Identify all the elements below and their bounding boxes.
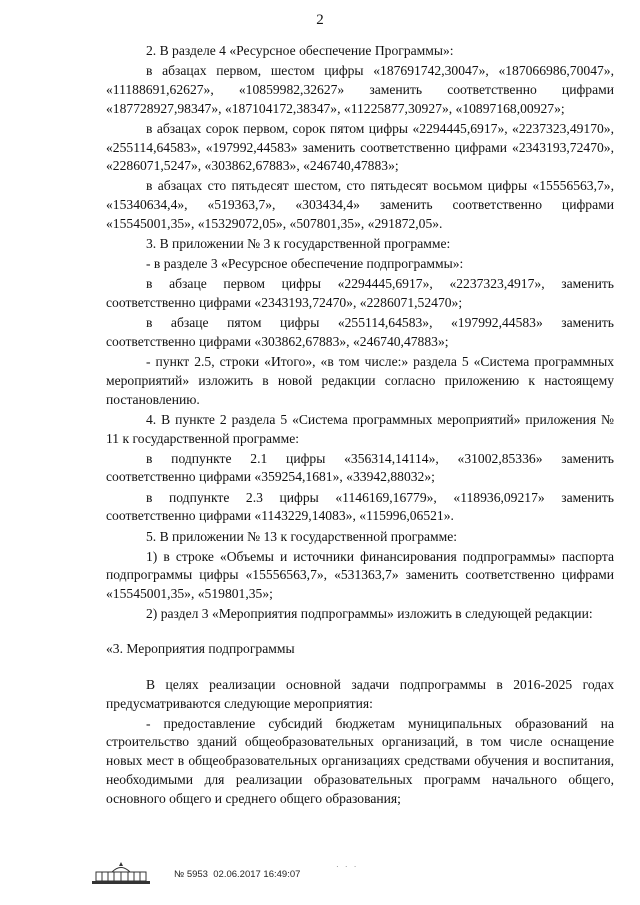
document-body [106, 42, 614, 810]
paragraph: в абзацах первом, шестом цифры «187691742,30047», «187066986,70047», «11188691,62627», «10859982,32627» заменить соответственно цифрами «187728927,98347», «187104172,38347», «11225877,30927», «10897168,00927»; [106, 63, 614, 116]
paragraph: 2. В разделе 4 «Ресурсное обеспечение Программы»: [146, 43, 454, 58]
paragraph: в абзацах сорок первом, сорок пятом цифры «2294445,6917», «2237323,49170», «255114,64583», «197992,44583» заменить соответственно цифрами «2343193,72470», «2286071,5247», «303862,67883», «246740,47883»; [106, 120, 614, 174]
doc-datetime: 02.06.2017 16:49:07 [213, 869, 301, 880]
paragraph: - предоставление субсидий бюджетам муниципальных образований на строительство зданий общеобразовательных организаций, в том числе оснащение новых мест в общеобразовательных организациях средствами обучения и воспитания, необходимыми для реализации образовательных программ начального общего, основного общего и среднего общего образования; [106, 715, 614, 806]
paragraph: 5. В приложении № 13 к государственной программе: [146, 528, 458, 544]
doc-number: № 5953 [174, 869, 208, 880]
paragraph: в подпункте 2.1 цифры «356314,14114», «31002,85336» заменить соответственно цифрами «359254,1681», «33942,88032»; [106, 450, 614, 485]
scan-marks: · · · [336, 862, 359, 871]
paragraph: в абзаце пятом цифры «255114,64583», «197992,44583» заменить соответственно цифрами «303862,67883», «246740,47883»; [106, 315, 614, 350]
paragraph: 2) раздел 3 «Мероприятия подпрограммы» изложить в следующей редакции: [146, 606, 593, 622]
paragraph: 3. В приложении № 3 к государственной программе: [146, 236, 451, 252]
paragraph: в абзаце первом цифры «2294445,6917», «2237323,4917», заменить соответственно цифрами «2343193,72470», «2286071,52470»; [106, 276, 614, 311]
document-stamp [174, 869, 300, 880]
section-heading: «3. Мероприятия подпрограммы [106, 641, 295, 657]
building-logo-icon [90, 860, 152, 886]
paragraph: 4. В пункте 2 раздела 5 «Система программных мероприятий» приложения № 11 к государственной программе: [106, 411, 614, 446]
paragraph: в абзацах сто пятьдесят шестом, сто пятьдесят восьмом цифры «15556563,7», «15340634,4», «519363,7», «303434,4» заменить соответственно цифрами «15545001,35», «15329072,05», «507801,35», «291872,05». [106, 178, 614, 231]
page-number: 2 [316, 12, 324, 28]
document-footer [82, 860, 542, 888]
paragraph: В целях реализации основной задачи подпрограммы в 2016-2025 годах предусматриваются следующие мероприятия: [106, 676, 614, 711]
paragraph: в подпункте 2.3 цифры «1146169,16779», «118936,09217» заменить соответственно цифрами «1143229,14083», «115996,06521». [106, 489, 614, 524]
paragraph: 1) в строке «Объемы и источники финансирования подпрограммы» паспорта подпрограммы цифры «15556563,7», «531363,7» заменить соответственно цифрами «15545001,35», «519801,35»; [106, 548, 614, 602]
paragraph: - пункт 2.5, строки «Итого», «в том числе:» раздела 5 «Система программных мероприятий» изложить в новой редакции согласно приложению к настоящему постановлению. [106, 354, 614, 407]
paragraph: - в разделе 3 «Ресурсное обеспечение подпрограммы»: [146, 256, 464, 272]
